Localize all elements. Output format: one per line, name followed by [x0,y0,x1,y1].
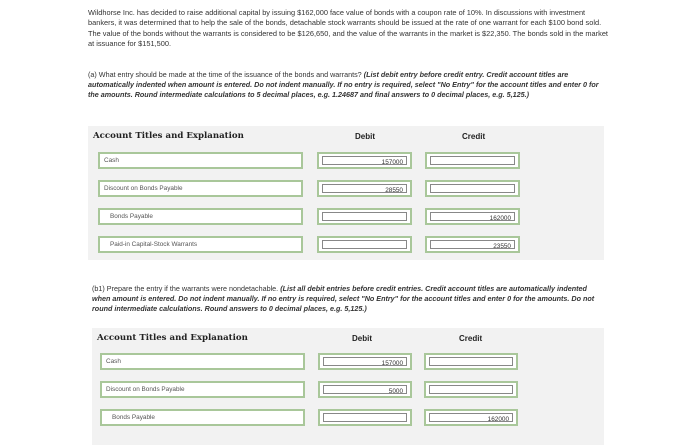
credit-input[interactable] [424,353,518,370]
credit-input[interactable] [425,208,520,225]
account-title-select[interactable]: Discount on Bonds Payable [100,381,305,398]
credit-input[interactable] [425,180,520,197]
part-a-instructions: (List debit entry before credit entry. Credit account titles are automatically indented when amount is entered. Do not indent manually. If no entry is required, select "No Entry" for the account titles and enter 0 for the amounts. Round intermediate calculations to 5 decimal places, e.g. 1.24687 and final answers to 0 decimal places, e.g. 5,125.) [88,70,599,100]
debit-input[interactable] [318,381,412,398]
credit-input[interactable] [425,152,520,169]
credit-header: Credit [459,334,483,343]
account-title-select[interactable]: Bonds Payable [100,409,305,426]
part-b1-question [92,284,597,315]
debit-value: 157000 [381,159,403,166]
credit-input[interactable] [424,381,518,398]
account-title-select[interactable]: Cash [98,152,303,169]
debit-input[interactable] [318,409,412,426]
account-title-select[interactable]: Paid-in Capital-Stock Warrants [98,236,303,253]
part-b1-instructions: (List all debit entries before credit entries. Credit account titles are automatically indented when amount is entered. Do not indent manually. If no entry is required, select "No Entry" for the account titles and enter 0 for the amounts. Do not round intermediate calculations. Round answers to 0 decimal places, e.g. 5,125.) [92,284,595,314]
credit-input[interactable] [425,236,520,253]
problem-statement: Wildhorse Inc. has decided to raise additional capital by issuing $162,000 face value of bonds with a coupon rate of 10%. In discussions with investment bankers, it was determined that to help the sale of the bonds, detachable stock warrants should be issued at the rate of one warrant for each $100 bond sold. The value of the bonds without the warrants is considered to be $126,650, and the value of the warrants in the market is $22,350. The bonds sold in the market at issuance for $151,500. [88,8,608,49]
debit-input[interactable] [317,236,412,253]
debit-input[interactable] [318,353,412,370]
account-titles-header: Account Titles and Explanation [97,333,248,343]
debit-input[interactable] [317,180,412,197]
account-title-select[interactable]: Cash [100,353,305,370]
credit-input[interactable] [424,409,518,426]
credit-header: Credit [462,132,486,141]
part-a-question [88,70,603,101]
account-title-select[interactable]: Discount on Bonds Payable [98,180,303,197]
debit-value: 28550 [385,187,403,194]
credit-value: 162000 [487,416,509,423]
debit-input[interactable] [317,208,412,225]
part-a-question-text: (a) What entry should be made at the time of the issuance of the bonds and warrants? [88,70,362,79]
account-title-select[interactable]: Bonds Payable [98,208,303,225]
credit-value: 23550 [493,243,511,250]
debit-value: 5000 [388,388,403,395]
debit-value: 157000 [381,360,403,367]
credit-value: 162000 [489,215,511,222]
debit-header: Debit [355,132,375,141]
account-titles-header: Account Titles and Explanation [93,131,244,141]
debit-header: Debit [352,334,372,343]
part-b1-question-text: (b1) Prepare the entry if the warrants were nondetachable. [92,284,279,293]
debit-input[interactable] [317,152,412,169]
